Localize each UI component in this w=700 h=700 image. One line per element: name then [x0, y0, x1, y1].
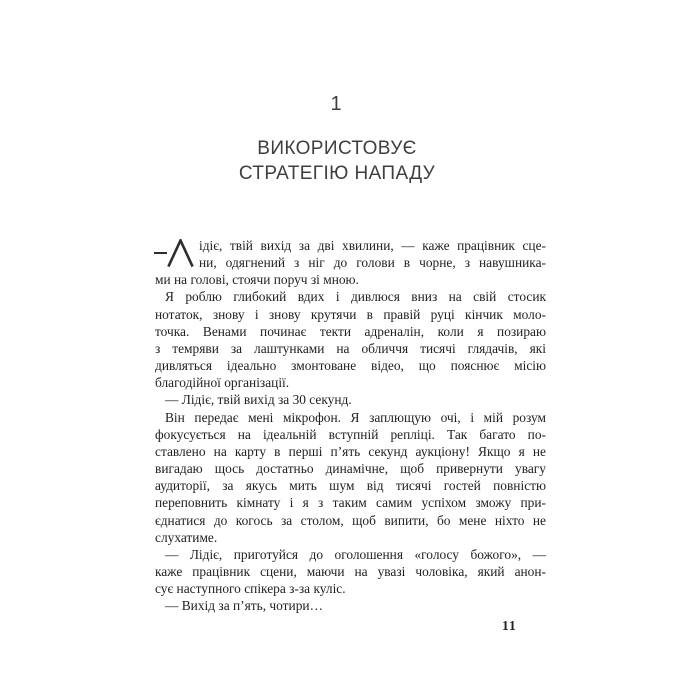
- body-text: [155, 237, 546, 614]
- chapter-number: 1: [330, 93, 342, 115]
- paragraph: [155, 546, 546, 597]
- text-line: ни, одягнений з ніг до голови в чорне, з навушника-: [199, 255, 546, 271]
- paragraph: [155, 391, 546, 408]
- text-line: ідіє, твій вихід за дві хвилини, — каже працівник сце-: [199, 238, 546, 253]
- text-line: — Лідіє, твій вихід за 30 секунд.: [165, 392, 352, 408]
- chapter-title-line-2: СТРАТЕГІЮ НАПАДУ: [238, 163, 436, 184]
- text-line: точка. Венами починає текти адреналін, коли я позираю: [155, 323, 546, 339]
- chapter-title-line-1: ВИКОРИСТОВУЄ: [257, 138, 417, 159]
- text-line: каже працівник сцени, маючи на увазі чоловіка, який анон-: [155, 563, 546, 579]
- text-line: сує наступного спікера з-за куліс.: [155, 581, 346, 597]
- paragraph: [155, 597, 546, 614]
- text-line: ми на голові, стоячи поруч зі мною.: [155, 272, 359, 288]
- text-line: аудиторії, за якусь мить шум від тисячі гостей повністю: [155, 478, 546, 494]
- text-line: з темряви за лаштунками на обличчя тисячі глядачів, які: [155, 340, 546, 356]
- page-number: 11: [502, 618, 517, 633]
- text-line: дивляться ідеально змонтоване відео, що пояснює місію: [155, 358, 546, 374]
- text-line: Він передає мені мікрофон. Я заплющую очі, і мій розум: [165, 409, 546, 425]
- text-line: переповнить кімнату і я з таким самим успіхом зможу при-: [155, 495, 546, 511]
- text-line: — Вихід за п’ять, чотири…: [165, 598, 323, 614]
- text-line: нотаток, знову і знову крутячи в правій руці кінчик моло-: [155, 306, 546, 322]
- paragraph: [155, 409, 546, 546]
- text-line: ставлено на карту в перші п’ять секунд аукціону! Якщо я не: [155, 443, 546, 459]
- dropcap-letter-text: [155, 237, 156, 238]
- chapter-title: [239, 136, 435, 186]
- text-line: — Лідіє, приготуйся до оголошення «голосу божого», —: [165, 546, 546, 562]
- text-line: фокусується на ідеальній вступній репліці. Так багато по-: [155, 426, 546, 442]
- dropcap-letter-icon: [167, 239, 194, 268]
- text-line: Я роблю глибокий вдих і дивлюся вниз на свій стосик: [165, 289, 546, 305]
- dropcap-block: [155, 237, 199, 269]
- text-line: благодійної організації.: [155, 375, 290, 391]
- dropcap-dash: [154, 252, 167, 255]
- paragraph: [155, 237, 546, 288]
- text-line: вигадаю щось достатньо динамічне, щоб привернути увагу: [155, 461, 546, 477]
- text-line: слухатиме.: [155, 529, 218, 545]
- dropcap-dash-text: [155, 237, 156, 238]
- paragraph: [155, 288, 546, 391]
- text-line: єднатися до когось за столом, щоб випити, бо мене ніхто не: [155, 512, 546, 528]
